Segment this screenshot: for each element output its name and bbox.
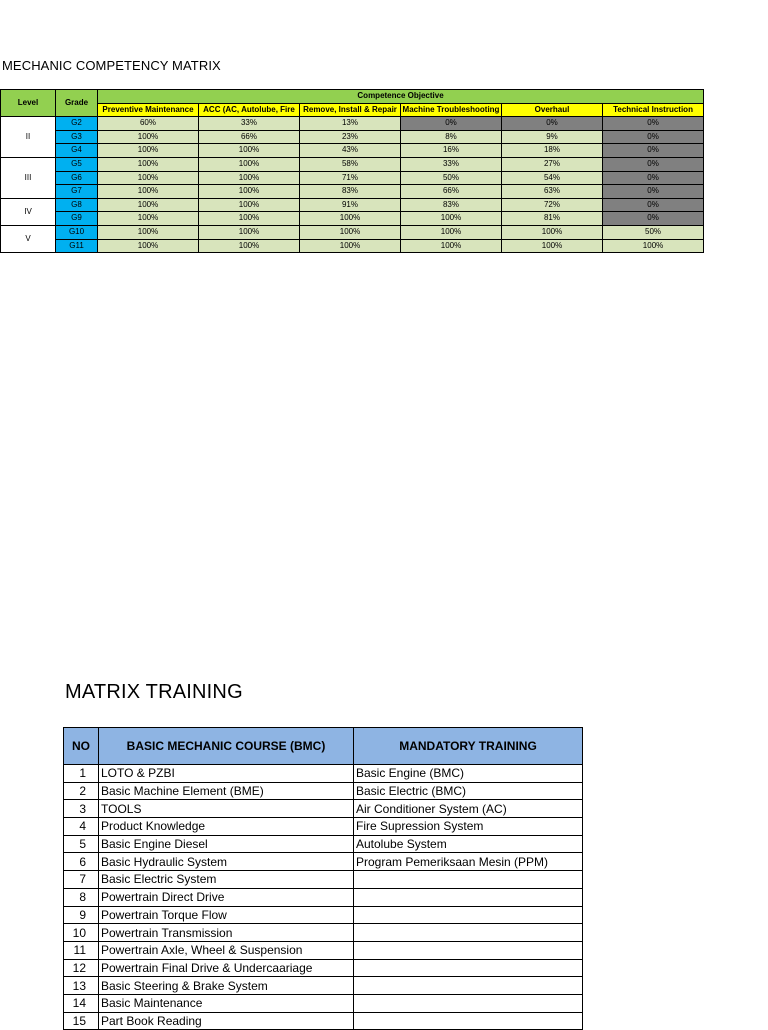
value-cell: 100%	[199, 239, 300, 253]
training-row	[64, 765, 583, 783]
level-cell: IV	[1, 198, 56, 225]
training-row	[64, 871, 583, 889]
value-cell: 100%	[98, 198, 199, 212]
value-cell: 0%	[502, 117, 603, 131]
grade-row	[1, 171, 704, 185]
grade-row	[1, 130, 704, 144]
value-cell: 83%	[300, 185, 401, 199]
value-cell: 50%	[603, 225, 704, 239]
no-cell: 8	[64, 888, 99, 906]
mandatory-training-cell	[354, 888, 583, 906]
no-header: NO	[64, 728, 99, 765]
value-cell: 100%	[502, 225, 603, 239]
grade-row	[1, 198, 704, 212]
value-cell: 58%	[300, 157, 401, 171]
bmc-course-cell: Powertrain Transmission	[99, 924, 354, 942]
grade-cell: G7	[56, 185, 98, 199]
value-cell: 8%	[401, 130, 502, 144]
value-cell: 72%	[502, 198, 603, 212]
value-cell: 54%	[502, 171, 603, 185]
level-cell: II	[1, 117, 56, 158]
training-row	[64, 994, 583, 1012]
mandatory-training-cell: Basic Electric (BMC)	[354, 782, 583, 800]
value-cell: 71%	[300, 171, 401, 185]
mandatory-training-cell: Basic Engine (BMC)	[354, 765, 583, 783]
value-cell: 50%	[401, 171, 502, 185]
value-cell: 100%	[300, 212, 401, 226]
mandatory-training-cell: Fire Supression System	[354, 818, 583, 836]
value-cell: 100%	[199, 185, 300, 199]
grade-row	[1, 239, 704, 253]
value-cell: 23%	[300, 130, 401, 144]
value-cell: 100%	[502, 239, 603, 253]
value-cell: 0%	[603, 130, 704, 144]
value-cell: 100%	[603, 239, 704, 253]
bmc-course-cell: LOTO & PZBI	[99, 765, 354, 783]
competency-title: MECHANIC COMPETENCY MATRIX	[2, 58, 221, 73]
competence-objective-header: Competence Objective	[98, 90, 704, 104]
no-cell: 9	[64, 906, 99, 924]
mandatory-training-cell	[354, 871, 583, 889]
no-cell: 4	[64, 818, 99, 836]
grade-row	[1, 225, 704, 239]
no-cell: 11	[64, 941, 99, 959]
grade-cell: G11	[56, 239, 98, 253]
value-cell: 0%	[603, 171, 704, 185]
training-row	[64, 1012, 583, 1030]
mandatory-training-cell	[354, 994, 583, 1012]
bmc-course-cell: Basic Machine Element (BME)	[99, 782, 354, 800]
no-cell: 13	[64, 977, 99, 995]
no-cell: 14	[64, 994, 99, 1012]
value-cell: 18%	[502, 144, 603, 158]
bmc-course-cell: Basic Hydraulic System	[99, 853, 354, 871]
training-row	[64, 782, 583, 800]
value-cell: 91%	[300, 198, 401, 212]
mandatory-training-cell	[354, 906, 583, 924]
value-cell: 100%	[199, 171, 300, 185]
mandatory-training-cell	[354, 977, 583, 995]
training-row	[64, 888, 583, 906]
bmc-course-cell: TOOLS	[99, 800, 354, 818]
value-cell: 63%	[502, 185, 603, 199]
value-cell: 100%	[98, 171, 199, 185]
value-cell: 0%	[603, 144, 704, 158]
value-cell: 100%	[98, 185, 199, 199]
value-cell: 0%	[603, 117, 704, 131]
training-row	[64, 853, 583, 871]
value-cell: 66%	[401, 185, 502, 199]
value-cell: 100%	[98, 157, 199, 171]
training-title: MATRIX TRAINING	[65, 681, 243, 703]
no-cell: 5	[64, 835, 99, 853]
value-cell: 60%	[98, 117, 199, 131]
mandatory-training-cell	[354, 941, 583, 959]
value-cell: 100%	[199, 212, 300, 226]
value-cell: 100%	[98, 144, 199, 158]
grade-cell: G4	[56, 144, 98, 158]
level-header: Level	[1, 90, 56, 117]
bmc-course-cell: Basic Electric System	[99, 871, 354, 889]
bmc-course-cell: Part Book Reading	[99, 1012, 354, 1030]
bmc-course-cell: Powertrain Torque Flow	[99, 906, 354, 924]
mandatory-training-cell: Air Conditioner System (AC)	[354, 800, 583, 818]
bmc-course-cell: Basic Steering & Brake System	[99, 977, 354, 995]
value-cell: 100%	[199, 198, 300, 212]
value-cell: 100%	[98, 130, 199, 144]
column-header: Machine Troubleshooting	[401, 103, 502, 117]
grade-cell: G6	[56, 171, 98, 185]
value-cell: 100%	[401, 225, 502, 239]
bmc-course-cell: Basic Maintenance	[99, 994, 354, 1012]
value-cell: 100%	[98, 239, 199, 253]
no-cell: 10	[64, 924, 99, 942]
value-cell: 0%	[603, 185, 704, 199]
value-cell: 0%	[603, 198, 704, 212]
grade-cell: G9	[56, 212, 98, 226]
value-cell: 13%	[300, 117, 401, 131]
no-cell: 6	[64, 853, 99, 871]
no-cell: 1	[64, 765, 99, 783]
grade-row	[1, 144, 704, 158]
column-header: Remove, Install & Repair	[300, 103, 401, 117]
value-cell: 0%	[603, 157, 704, 171]
grade-cell: G5	[56, 157, 98, 171]
training-row	[64, 941, 583, 959]
grade-header: Grade	[56, 90, 98, 117]
level-cell: V	[1, 225, 56, 252]
grade-cell: G10	[56, 225, 98, 239]
no-cell: 15	[64, 1012, 99, 1030]
training-row	[64, 959, 583, 977]
grade-row	[1, 157, 704, 171]
training-row	[64, 818, 583, 836]
column-header: Preventive Maintenance	[98, 103, 199, 117]
grade-row	[1, 185, 704, 199]
bmc-course-cell: Powertrain Direct Drive	[99, 888, 354, 906]
column-header: Technical Instruction	[603, 103, 704, 117]
no-cell: 7	[64, 871, 99, 889]
training-row	[64, 835, 583, 853]
value-cell: 0%	[603, 212, 704, 226]
column-header: ACC (AC, Autolube, Fire	[199, 103, 300, 117]
grade-cell: G8	[56, 198, 98, 212]
no-cell: 12	[64, 959, 99, 977]
value-cell: 100%	[401, 239, 502, 253]
mandatory-header: MANDATORY TRAINING	[354, 728, 583, 765]
level-cell: III	[1, 157, 56, 198]
value-cell: 66%	[199, 130, 300, 144]
grade-cell: G2	[56, 117, 98, 131]
value-cell: 100%	[199, 225, 300, 239]
mandatory-training-cell	[354, 1012, 583, 1030]
mandatory-training-cell: Program Pemeriksaan Mesin (PPM)	[354, 853, 583, 871]
training-row	[64, 800, 583, 818]
training-row	[64, 906, 583, 924]
mandatory-training-cell: Autolube System	[354, 835, 583, 853]
value-cell: 0%	[401, 117, 502, 131]
training-matrix-table	[63, 727, 583, 1030]
grade-row	[1, 212, 704, 226]
value-cell: 100%	[98, 212, 199, 226]
bmc-course-cell: Powertrain Axle, Wheel & Suspension	[99, 941, 354, 959]
value-cell: 33%	[401, 157, 502, 171]
value-cell: 9%	[502, 130, 603, 144]
bmc-course-cell: Product Knowledge	[99, 818, 354, 836]
mandatory-training-cell	[354, 924, 583, 942]
training-row	[64, 924, 583, 942]
value-cell: 100%	[401, 212, 502, 226]
bmc-course-cell: Powertrain Final Drive & Undercaariage	[99, 959, 354, 977]
training-row	[64, 977, 583, 995]
mandatory-training-cell	[354, 959, 583, 977]
column-header: Overhaul	[502, 103, 603, 117]
value-cell: 16%	[401, 144, 502, 158]
grade-cell: G3	[56, 130, 98, 144]
bmc-header: BASIC MECHANIC COURSE (BMC)	[99, 728, 354, 765]
value-cell: 27%	[502, 157, 603, 171]
value-cell: 100%	[300, 225, 401, 239]
grade-row	[1, 117, 704, 131]
no-cell: 3	[64, 800, 99, 818]
value-cell: 83%	[401, 198, 502, 212]
bmc-course-cell: Basic Engine Diesel	[99, 835, 354, 853]
value-cell: 33%	[199, 117, 300, 131]
value-cell: 100%	[300, 239, 401, 253]
value-cell: 100%	[98, 225, 199, 239]
value-cell: 100%	[199, 157, 300, 171]
value-cell: 43%	[300, 144, 401, 158]
value-cell: 81%	[502, 212, 603, 226]
competency-matrix-table	[0, 89, 704, 253]
value-cell: 100%	[199, 144, 300, 158]
no-cell: 2	[64, 782, 99, 800]
